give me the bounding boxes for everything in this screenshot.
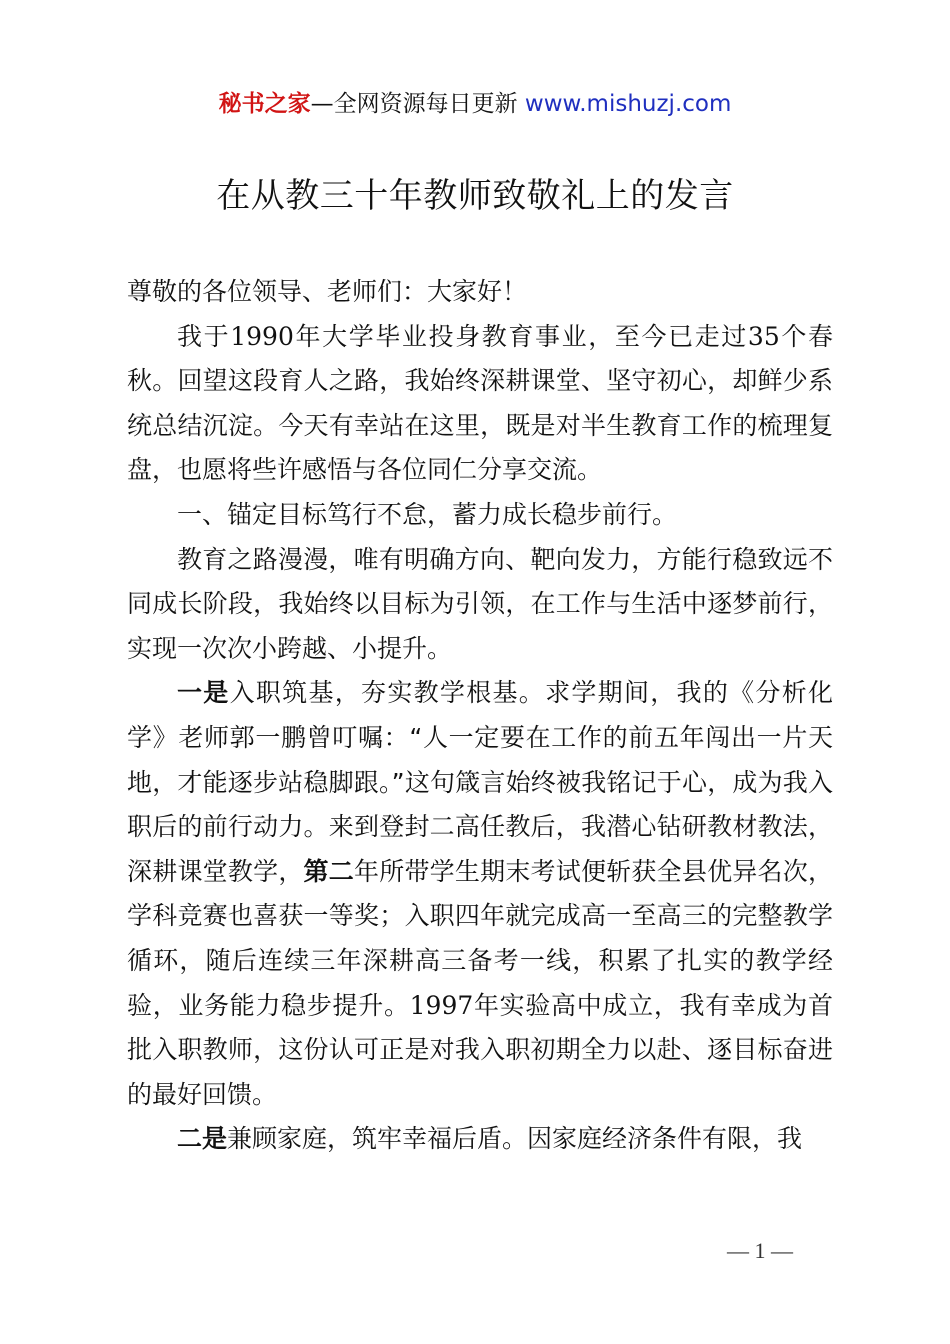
year-number: 1990 (230, 321, 294, 351)
text-run: 个春秋。回望这段育人之路，我始终深耕课堂、坚守初心，却鲜少系统总结沉淀。今天有幸站在这里，既是对半生教育工作的梳理复盘，也愿将些许感悟与各位同仁分享交流。 (127, 321, 833, 485)
site-header (0, 88, 950, 120)
document-body (127, 270, 833, 1162)
text-run: 入职筑基，夯实教学根基。求学期间，我的《分析化学》老师郭一鹏曾叮嘱：“人一定要在工作的前五年闯出一片天地，才能逐步站稳脚跟。”这句箴言始终被我铭记于心，成为我入职后的前行动力。来到登封二高任教后，我潜心钻研教材教法，深耕课堂教学， (127, 678, 833, 886)
salutation: 尊敬的各位领导、老师们：大家好！ (127, 277, 528, 306)
site-url-link[interactable]: www.mishuzj.com (524, 91, 732, 117)
text-run: 年大学毕业投身教育事业，至今已走过 (293, 321, 748, 351)
paragraph-goals: 教育之路漫漫，唯有明确方向、靶向发力，方能行稳致远不同成长阶段，我始终以目标为引领，在工作与生活中逐梦前行，实现一次次小跨越、小提升。 (127, 544, 833, 663)
paragraph-point-2 (127, 1117, 833, 1162)
section-heading-1: 一、锚定目标笃行不怠，蓄力成长稳步前行。 (177, 499, 678, 529)
text-run: 年所带学生期末考试便斩获全县优异名次，学科竞赛也喜获一等奖；入职四年就完成高一至高三的完整教学循环，随后连续三年深耕高三备考一线，积累了扎实的教学经验，业务能力稳步提升。 (127, 856, 833, 1020)
document-title: 在从教三十年教师致敬礼上的发言 (216, 176, 734, 216)
brand-name: 秘书之家 (218, 91, 311, 117)
text-run: 年实验高中成立，我有幸成为首批入职教师，这份认可正是对我入职初期全力以赴、逐目标奋进的最好回馈。 (127, 990, 833, 1109)
point-lead: 二是 (177, 1124, 228, 1154)
point-lead: 一是 (177, 678, 230, 708)
year-number: 1997 (409, 990, 474, 1020)
page-number: — 1 — (727, 1238, 793, 1263)
paragraph-intro (127, 315, 833, 493)
header-tagline: —全网资源每日更新 (310, 91, 525, 117)
paragraph-point-1 (127, 671, 833, 1117)
text-run: 兼顾家庭，筑牢幸福后盾。因家庭经济条件有限，我 (227, 1124, 803, 1154)
text-run: 我于 (177, 321, 231, 351)
years-count: 35 (747, 321, 780, 351)
bold-emphasis: 第二 (303, 856, 354, 886)
